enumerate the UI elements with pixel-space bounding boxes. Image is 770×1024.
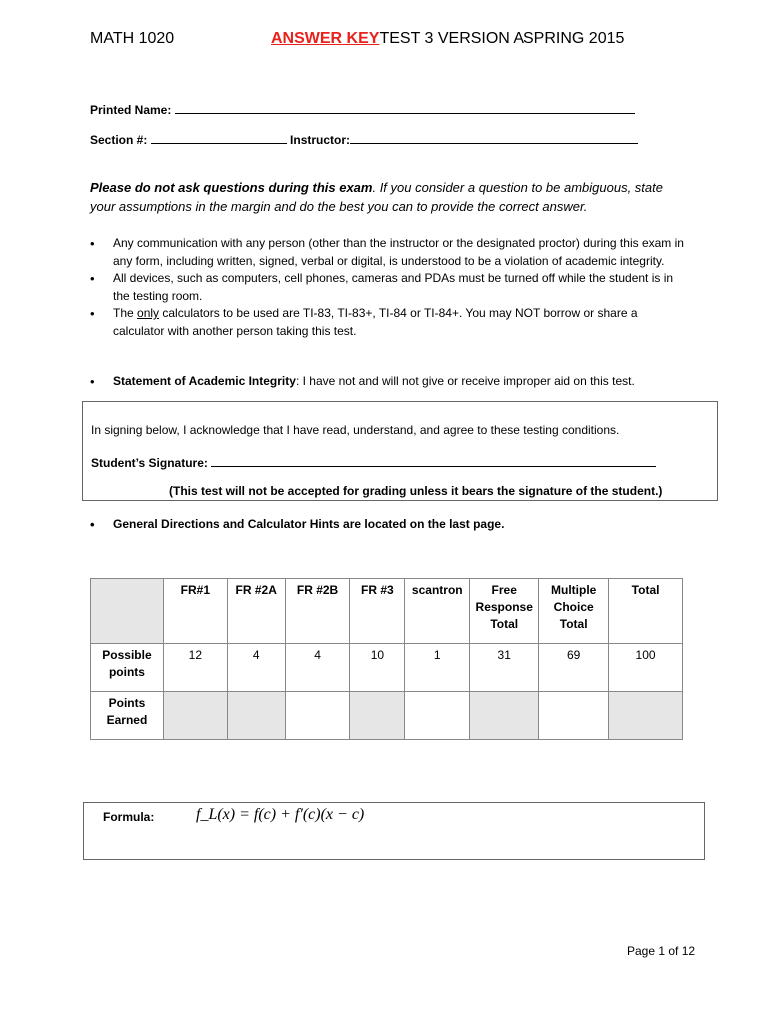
exam-instructions: [90, 178, 690, 216]
term-label: SPRING 2015: [523, 30, 625, 47]
linearization-formula: f_L(x) = f(c) + f′(c)(x − c): [196, 806, 365, 823]
section-row: [90, 131, 638, 147]
printed-name-label: Printed Name:: [90, 103, 172, 117]
calc-only: only: [137, 306, 160, 320]
test-version: TEST 3 VERSION A: [379, 30, 525, 47]
answer-key-label: ANSWER KEY: [271, 30, 380, 47]
earned-cell[interactable]: [539, 692, 609, 740]
list-item: [90, 373, 710, 391]
acknowledgement-text: In signing below, I acknowledge that I have read, understand, and agree to these testing conditions.: [91, 423, 620, 437]
list-item: • Any communication with any person (other than the instructor or the designated proctor) during this exam in any form, including written, signed, verbal or digital, is understood to be a violation of academic integrity.: [90, 235, 690, 270]
course-title: MATH 1020: [90, 30, 175, 47]
table-cell: 4: [285, 644, 350, 692]
table-header-cell: FR #2A: [227, 579, 285, 644]
earned-cell[interactable]: [609, 692, 683, 740]
table-header-cell: FR #2B: [285, 579, 350, 644]
page-number: Page 1 of 12: [627, 944, 696, 958]
instructions-bold: Please do not ask questions during this exam: [90, 180, 373, 195]
table-header-cell: Free Response Total: [470, 579, 539, 644]
table-corner-cell: [91, 579, 164, 644]
earned-cell[interactable]: [227, 692, 285, 740]
section-label: Section #:: [90, 133, 148, 147]
earned-cell[interactable]: [285, 692, 350, 740]
formula-label: Formula:: [103, 810, 155, 824]
directions-list: [90, 516, 710, 534]
integrity-list: [90, 373, 710, 391]
table-row: [91, 644, 683, 692]
table-cell: 31: [470, 644, 539, 692]
table-cell: 10: [350, 644, 405, 692]
list-item: [90, 305, 690, 340]
score-table: [90, 578, 683, 740]
signature-line[interactable]: [211, 454, 656, 467]
table-header-cell: FR#1: [163, 579, 227, 644]
section-line[interactable]: [151, 131, 287, 144]
table-header-cell: Total: [609, 579, 683, 644]
signature-note: (This test will not be accepted for grading unless it bears the signature of the student.): [169, 484, 663, 498]
earned-cell[interactable]: [163, 692, 227, 740]
test-title: [271, 30, 524, 48]
possible-points-label: Possible points: [91, 644, 164, 692]
table-header-cell: Multiple Choice Total: [539, 579, 609, 644]
signature-row: [91, 454, 656, 470]
table-cell: 69: [539, 644, 609, 692]
signature-box: [82, 401, 718, 501]
instructions-rest: . If you consider a question to be ambiguous, state your assumptions in the margin and do the best you can to provide the correct answer.: [90, 180, 663, 214]
list-item: • All devices, such as computers, cell phones, cameras and PDAs must be turned off while the student is in the testing room.: [90, 270, 690, 305]
printed-name-line[interactable]: [175, 101, 635, 114]
earned-cell[interactable]: [405, 692, 470, 740]
table-header-cell: scantron: [405, 579, 470, 644]
calc-pre: The: [113, 306, 138, 320]
list-item: • General Directions and Calculator Hints are located on the last page.: [90, 516, 710, 534]
points-earned-label: Points Earned: [91, 692, 164, 740]
table-cell: 12: [163, 644, 227, 692]
printed-name-row: [90, 101, 635, 117]
table-cell: 100: [609, 644, 683, 692]
formula-box: [83, 802, 705, 860]
table-header-cell: FR #3: [350, 579, 405, 644]
table-row: [91, 692, 683, 740]
signature-label: Student’s Signature:: [91, 456, 208, 470]
instructor-label: Instructor:: [290, 133, 351, 147]
integrity-text: : I have not and will not give or receive improper aid on this test.: [295, 374, 635, 388]
table-cell: 1: [405, 644, 470, 692]
instructor-line[interactable]: [350, 131, 638, 144]
table-header-row: [91, 579, 683, 644]
calc-post: calculators to be used are TI-83, TI-83+, TI-84 or TI-84+. You may NOT borrow or share a calculator with another person taking this test.: [113, 306, 638, 338]
integrity-label: Statement of Academic Integrity: [113, 374, 296, 388]
table-cell: 4: [227, 644, 285, 692]
earned-cell[interactable]: [470, 692, 539, 740]
earned-cell[interactable]: [350, 692, 405, 740]
rules-list: [90, 235, 690, 340]
